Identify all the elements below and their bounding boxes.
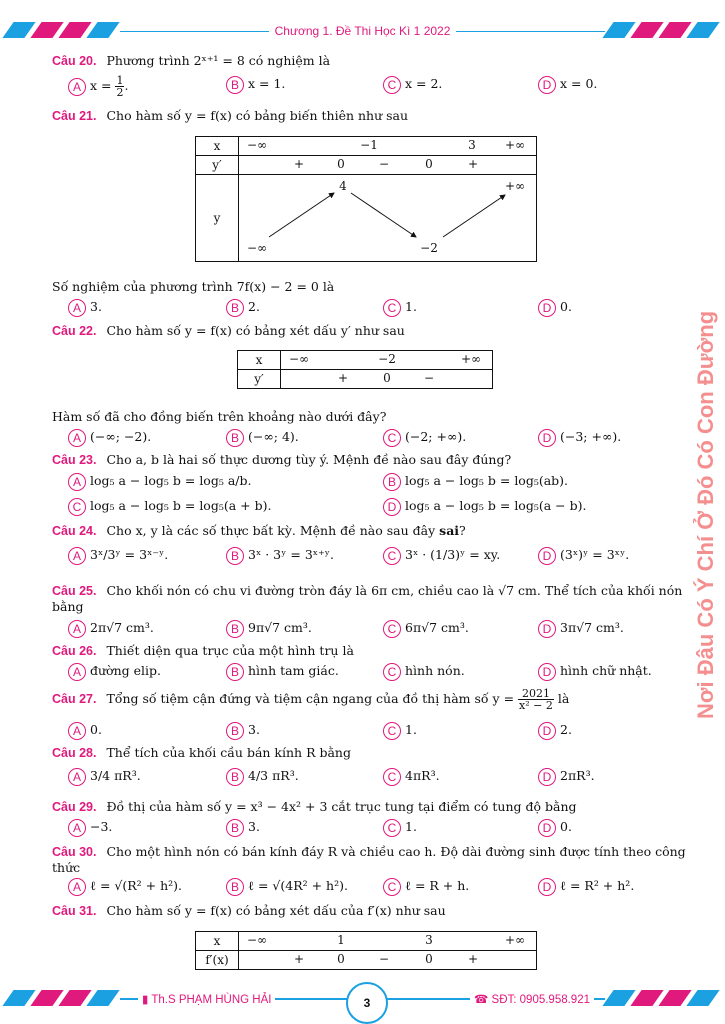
- option-letter: B: [226, 76, 244, 94]
- option-b[interactable]: [226, 721, 260, 740]
- option-letter: A: [68, 78, 86, 96]
- question-emphasis: sai: [439, 523, 460, 538]
- option-text: x = 2.: [405, 76, 443, 91]
- option-letter: B: [226, 299, 244, 317]
- table-header-x: x: [238, 351, 281, 370]
- option-text: 3.: [248, 722, 260, 737]
- question-number: Câu 28.: [52, 746, 97, 760]
- question-30: [52, 844, 692, 876]
- question-28: [52, 745, 692, 761]
- table-value: −2: [378, 352, 396, 366]
- option-c[interactable]: [383, 619, 469, 638]
- table-sign: −: [423, 371, 435, 385]
- question-27: [52, 688, 692, 711]
- question-25: [52, 583, 692, 615]
- option-text: 4/3 πR³.: [248, 768, 299, 783]
- fraction: [115, 75, 124, 98]
- question-end: ?: [459, 523, 466, 538]
- option-d[interactable]: [383, 497, 586, 516]
- option-b[interactable]: [226, 546, 334, 565]
- option-letter: C: [68, 498, 86, 516]
- option-d[interactable]: [538, 619, 624, 638]
- option-text: (−2; +∞).: [405, 429, 467, 444]
- option-text: 1.: [405, 299, 417, 314]
- table-sign: +: [467, 157, 479, 171]
- option-a[interactable]: [68, 428, 151, 447]
- table-row-y: [239, 175, 536, 261]
- sign-table: [237, 350, 493, 389]
- side-motto: Nơi Đâu Có Ý Chí Ở Đó Có Con Đường: [693, 310, 718, 720]
- question-23: [52, 452, 692, 468]
- option-text: 0.: [560, 819, 572, 834]
- question-text: Cho hàm số y = f(x) có bảng xét dấu của f′(x) như sau: [106, 903, 446, 918]
- option-letter: D: [538, 76, 556, 94]
- option-text: log₅ a − log₅ b = log₅ a/b.: [90, 473, 252, 488]
- arrow-down: [351, 193, 416, 237]
- option-letter: C: [383, 768, 401, 786]
- option-d[interactable]: [538, 721, 572, 740]
- option-b[interactable]: [226, 298, 260, 317]
- option-d[interactable]: [538, 877, 634, 896]
- question-number: Câu 22.: [52, 324, 97, 338]
- option-b[interactable]: [226, 818, 260, 837]
- table-value: −∞: [246, 933, 268, 947]
- question-number: Câu 29.: [52, 800, 97, 814]
- option-c[interactable]: [383, 298, 417, 317]
- option-text: x = 1.: [248, 76, 286, 91]
- option-text: log₅ a − log₅ b = log₅(a + b).: [90, 498, 272, 513]
- option-letter: C: [383, 819, 401, 837]
- question-number: Câu 26.: [52, 644, 97, 658]
- fraction-den: x² − 2: [519, 699, 553, 712]
- option-text: 3π√7 cm³.: [560, 620, 624, 635]
- option-letter: A: [68, 663, 86, 681]
- table-sign: 0: [383, 371, 391, 385]
- option-letter: B: [383, 473, 401, 491]
- option-b[interactable]: [226, 767, 299, 786]
- table-sign: −: [378, 157, 390, 171]
- option-text: ℓ = √(4R² + h²).: [248, 878, 348, 893]
- question-text: Thiết diện qua trục của một hình trụ là: [106, 643, 354, 658]
- option-d[interactable]: [538, 75, 597, 94]
- option-letter: C: [383, 299, 401, 317]
- option-text: 0.: [560, 299, 572, 314]
- table-header-x: x: [196, 932, 239, 951]
- table-row-fprime: [239, 951, 536, 969]
- fraction: [518, 688, 554, 711]
- option-b[interactable]: [226, 877, 348, 896]
- table-value: +∞: [504, 179, 526, 193]
- question-number: Câu 21.: [52, 109, 97, 123]
- option-c[interactable]: [383, 877, 469, 896]
- option-text: 0.: [90, 722, 102, 737]
- option-text: (−3; +∞).: [560, 429, 622, 444]
- option-text: 3ˣ · (1/3)ʸ = xy.: [405, 547, 501, 562]
- option-text: x = 0.: [560, 76, 598, 91]
- page-number: 3: [346, 982, 388, 1024]
- document-icon: ▮: [142, 994, 149, 1006]
- option-c[interactable]: [383, 546, 500, 565]
- option-b[interactable]: [226, 428, 299, 447]
- option-letter: D: [538, 819, 556, 837]
- option-text: x =: [90, 78, 112, 93]
- option-b[interactable]: [226, 619, 312, 638]
- fraction-num: 2021: [518, 688, 554, 700]
- option-a[interactable]: [68, 767, 141, 786]
- question-22: [52, 323, 692, 339]
- option-letter: C: [383, 878, 401, 896]
- option-b[interactable]: [226, 662, 339, 681]
- question-text: Tổng số tiệm cận đứng và tiệm cận ngang của đồ thị hàm số y =: [106, 691, 515, 706]
- table-value: 3: [468, 138, 476, 152]
- table-row-x: [239, 932, 536, 950]
- option-text: 2πR³.: [560, 768, 595, 783]
- option-letter: A: [68, 768, 86, 786]
- option-text: ℓ = R² + h².: [560, 878, 635, 893]
- sign-table: [195, 931, 537, 970]
- table-row-yprime: [281, 370, 492, 388]
- table-sign: 0: [337, 157, 345, 171]
- fraction-den: 2: [116, 86, 124, 99]
- table-value: −∞: [246, 241, 268, 255]
- arrow-up: [443, 195, 505, 237]
- option-letter: D: [538, 878, 556, 896]
- option-letter: D: [538, 768, 556, 786]
- table-header-yprime: y′: [238, 370, 281, 389]
- question-number: Câu 30.: [52, 845, 97, 859]
- option-letter: C: [383, 547, 401, 565]
- table-value: −∞: [288, 352, 310, 366]
- page-header-title: Chương 1. Đề Thi Học Kì 1 2022: [0, 24, 725, 38]
- option-text: ℓ = R + h.: [405, 878, 470, 893]
- question-text: Cho hàm số y = f(x) có bảng xét dấu y′ như sau: [106, 323, 405, 338]
- table-sign: +: [337, 371, 349, 385]
- option-a[interactable]: [68, 721, 102, 740]
- option-d[interactable]: [538, 546, 629, 565]
- option-text: −3.: [90, 819, 113, 834]
- table-value: −∞: [246, 138, 268, 152]
- option-d[interactable]: [538, 428, 621, 447]
- option-letter: B: [226, 547, 244, 565]
- arrow-up: [269, 193, 334, 237]
- option-text: ℓ = √(R² + h²).: [90, 878, 183, 893]
- option-letter: B: [226, 429, 244, 447]
- option-letter: B: [226, 663, 244, 681]
- table-row-x: [239, 137, 536, 155]
- option-letter: A: [68, 620, 86, 638]
- option-letter: A: [68, 429, 86, 447]
- table-value: +∞: [504, 138, 526, 152]
- question-number: Câu 20.: [52, 54, 97, 68]
- option-a[interactable]: [68, 298, 102, 317]
- table-value: +∞: [504, 933, 526, 947]
- option-b[interactable]: [226, 75, 285, 94]
- question-text: Thể tích của khối cầu bán kính R bằng: [106, 745, 351, 760]
- option-c[interactable]: [383, 767, 440, 786]
- option-letter: A: [68, 473, 86, 491]
- option-c[interactable]: [383, 818, 417, 837]
- option-text: 4πR³.: [405, 768, 440, 783]
- variation-arrows: [239, 175, 539, 261]
- option-text: 1.: [405, 722, 417, 737]
- option-d[interactable]: [538, 662, 652, 681]
- question-26: [52, 643, 692, 659]
- option-letter: C: [383, 76, 401, 94]
- question-number: Câu 25.: [52, 584, 97, 598]
- question-text: Cho a, b là hai số thực dương tùy ý. Mệnh đề nào sau đây đúng?: [106, 452, 512, 467]
- option-letter: A: [68, 819, 86, 837]
- option-letter: D: [538, 663, 556, 681]
- question-20: [52, 53, 692, 69]
- option-text: 6π√7 cm³.: [405, 620, 469, 635]
- option-letter: B: [226, 768, 244, 786]
- option-letter: D: [538, 620, 556, 638]
- table-sign: 0: [337, 952, 345, 966]
- question-text: Cho x, y là các số thực bất kỳ. Mệnh đề nào sau đây: [106, 523, 436, 538]
- option-d[interactable]: [538, 298, 572, 317]
- option-letter: D: [538, 429, 556, 447]
- option-text: 9π√7 cm³.: [248, 620, 312, 635]
- option-letter: D: [538, 547, 556, 565]
- option-letter: A: [68, 299, 86, 317]
- option-letter: A: [68, 722, 86, 740]
- option-letter: A: [68, 547, 86, 565]
- question-end: là: [557, 691, 570, 706]
- question-number: Câu 23.: [52, 453, 97, 467]
- option-a[interactable]: [68, 472, 251, 491]
- option-a[interactable]: [68, 546, 168, 565]
- table-sign: +: [293, 157, 305, 171]
- option-text: hình nón.: [405, 663, 465, 678]
- footer-phone: [470, 992, 594, 1006]
- option-letter: D: [538, 722, 556, 740]
- option-c[interactable]: [383, 662, 465, 681]
- option-text: hình tam giác.: [248, 663, 339, 678]
- footer-author: [138, 992, 275, 1006]
- option-a[interactable]: A x = $\frac{1}{2}$ .: [68, 75, 128, 98]
- option-c[interactable]: [383, 75, 442, 94]
- question-text: Cho khối nón có chu vi đường tròn đáy là 6π cm, chiều cao là √7 cm. Thể tích của khối nón bằng: [52, 583, 683, 614]
- option-letter: B: [226, 620, 244, 638]
- question-text: Cho hàm số y = f(x) có bảng biến thiên như sau: [106, 108, 409, 123]
- table-header-x: x: [196, 137, 239, 156]
- option-text: 3.: [90, 299, 102, 314]
- table-header-y: y: [196, 175, 239, 262]
- table-value: −2: [420, 241, 438, 255]
- table-row-yprime: [239, 156, 536, 174]
- option-letter: A: [68, 878, 86, 896]
- question-text: Đồ thị của hàm số y = x³ − 4x² + 3 cắt trục tung tại điểm có tung độ bằng: [106, 799, 577, 814]
- option-letter: B: [226, 878, 244, 896]
- table-header-fprime: f′(x): [196, 951, 239, 970]
- question-text: Phương trình 2ˣ⁺¹ = 8 có nghiệm là: [106, 53, 331, 68]
- question-31: [52, 903, 692, 919]
- phone-icon: ☎: [474, 994, 489, 1006]
- option-a[interactable]: [68, 619, 154, 638]
- table-header-yprime: y′: [196, 156, 239, 175]
- table-sign: −: [378, 952, 390, 966]
- option-a[interactable]: [68, 818, 112, 837]
- question-29: [52, 799, 692, 815]
- option-text: (−∞; −2).: [90, 429, 152, 444]
- option-letter: C: [383, 620, 401, 638]
- option-c[interactable]: [383, 428, 466, 447]
- option-letter: D: [538, 299, 556, 317]
- table-sign: 0: [425, 952, 433, 966]
- option-text: 2π√7 cm³.: [90, 620, 154, 635]
- option-letter: B: [226, 819, 244, 837]
- option-c[interactable]: [68, 497, 271, 516]
- option-text: (3ˣ)ʸ = 3ˣʸ.: [560, 547, 630, 562]
- option-text: 3ˣ/3ʸ = 3ˣ⁻ʸ.: [90, 547, 169, 562]
- option-letter: D: [383, 498, 401, 516]
- question-number: Câu 27.: [52, 692, 97, 706]
- footer-stripe: [686, 990, 719, 1006]
- variation-table: [195, 136, 537, 262]
- option-letter: C: [383, 429, 401, 447]
- table-sign: +: [293, 952, 305, 966]
- option-text: đường elip.: [90, 663, 161, 678]
- option-text: 3ˣ · 3ʸ = 3ˣ⁺ʸ.: [248, 547, 334, 562]
- question-24: [52, 523, 692, 539]
- option-text: 2.: [560, 722, 572, 737]
- option-c[interactable]: [383, 721, 417, 740]
- author-name: Th.S PHẠM HÙNG HẢI: [151, 994, 272, 1006]
- option-a[interactable]: [68, 662, 161, 681]
- option-letter: C: [383, 663, 401, 681]
- option-d[interactable]: [538, 818, 572, 837]
- option-b[interactable]: [383, 472, 568, 491]
- question-number: Câu 31.: [52, 904, 97, 918]
- option-text: 2.: [248, 299, 260, 314]
- table-value: −1: [360, 138, 378, 152]
- fraction-num: 1: [116, 74, 124, 87]
- phone-number: SĐT: 0905.958.921: [491, 994, 590, 1006]
- table-sign: +: [467, 952, 479, 966]
- option-text: 3/4 πR³.: [90, 768, 141, 783]
- option-letter: C: [383, 722, 401, 740]
- table-row-x: [281, 351, 492, 369]
- option-text: 3.: [248, 819, 260, 834]
- option-text: hình chữ nhật.: [560, 663, 652, 678]
- table-value: 4: [339, 179, 347, 193]
- question-21-prompt: Số nghiệm của phương trình 7f(x) − 2 = 0 là: [52, 279, 335, 294]
- question-22-prompt: Hàm số đã cho đồng biến trên khoảng nào dưới đây?: [52, 409, 387, 424]
- footer-stripe: [86, 990, 119, 1006]
- question-number: Câu 24.: [52, 524, 97, 538]
- option-a[interactable]: [68, 877, 182, 896]
- table-value: 3: [425, 933, 433, 947]
- option-text: 1.: [405, 819, 417, 834]
- option-letter: B: [226, 722, 244, 740]
- table-value: 1: [337, 933, 345, 947]
- table-sign: 0: [425, 157, 433, 171]
- option-d[interactable]: [538, 767, 595, 786]
- option-text: log₅ a − log₅ b = log₅(ab).: [405, 473, 569, 488]
- question-text: Cho một hình nón có bán kính đáy R và chiều cao h. Độ dài đường sinh được tính theo công thức: [52, 844, 686, 875]
- option-text: (−∞; 4).: [248, 429, 299, 444]
- question-21: [52, 108, 692, 124]
- table-value: +∞: [460, 352, 482, 366]
- option-text: log₅ a − log₅ b = log₅(a − b).: [405, 498, 587, 513]
